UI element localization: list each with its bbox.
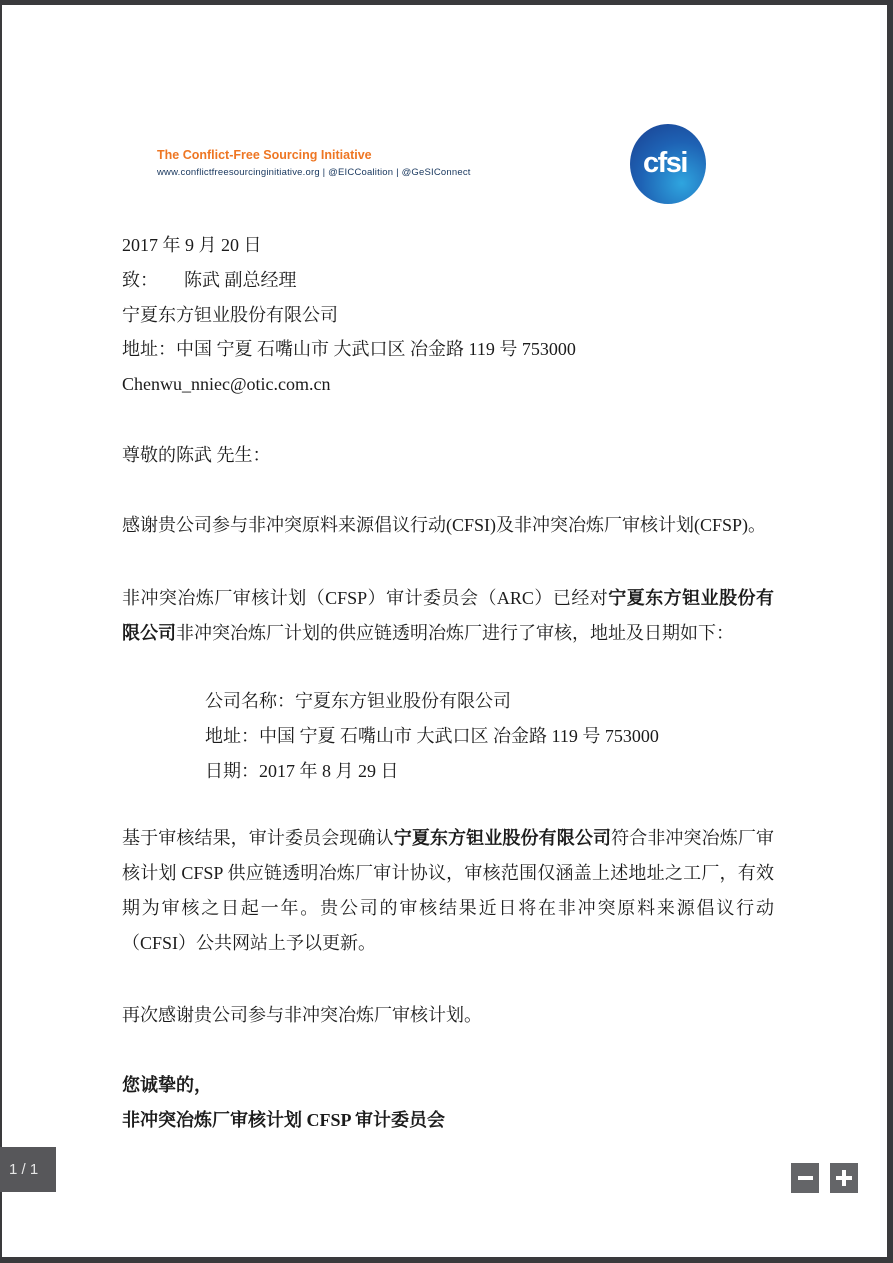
result-post: 符合非冲突冶炼厂审核计划 CFSP 供应链透明冶炼厂审计协议，审核范围仅涵盖上述地址之工厂，有效期为审核之日起一年。贵公司的审核结果近日将在非冲突原料来源倡议行动（CFSI）公共网站上予以更新。 (122, 828, 775, 953)
org-title: The Conflict-Free Sourcing Initiative (157, 148, 372, 162)
cfsi-logo-text: cfsi (643, 146, 687, 179)
document-page (2, 5, 887, 1257)
detail-date: 日期：2017 年 8 月 29 日 (205, 761, 399, 781)
minus-icon (798, 1176, 813, 1180)
audit-details-block (205, 684, 725, 789)
zoom-in-button[interactable] (830, 1163, 858, 1193)
detail-company: 公司名称：宁夏东方钽业股份有限公司 (205, 691, 511, 711)
to-line (122, 263, 774, 298)
signature-line: 非冲突冶炼厂审核计划 CFSP 审计委员会 (122, 1110, 446, 1130)
salutation: 尊敬的陈武 先生： (122, 445, 271, 465)
email-text: Chenwu_nniec@otic.com.cn (122, 374, 331, 395)
paragraph-thanks: 感谢贵公司参与非冲突原料来源倡议行动(CFSI)及非冲突冶炼厂审核计划(CFSP)。 (122, 515, 767, 535)
address-block (122, 228, 774, 402)
paragraph-thanks-again: 再次感谢贵公司参与非冲突冶炼厂审核计划。 (122, 1005, 482, 1025)
company-address: 地址：中国 宁夏 石嘴山市 大武口区 冶金路 119 号 753000 (122, 339, 576, 360)
closing-line: 您诚挚的， (122, 1075, 212, 1095)
page-indicator: 1 / 1 (0, 1147, 56, 1192)
paragraph-result (122, 821, 774, 961)
audit-post: 非冲突冶炼厂计划的供应链透明冶炼厂进行了审核，地址及日期如下： (176, 623, 734, 643)
company-name: 宁夏东方钽业股份有限公司 (122, 304, 338, 325)
paragraph-audit (122, 581, 774, 651)
letter-date: 2017 年 9 月 20 日 (122, 235, 262, 255)
audit-company-bold: 宁夏东方钽业股份有限公司 (122, 588, 775, 643)
cfsi-logo-icon (630, 124, 706, 204)
detail-address: 地址：中国 宁夏 石嘴山市 大武口区 冶金路 119 号 753000 (205, 726, 659, 746)
audit-pre: 非冲突冶炼厂审核计划（CFSP）审计委员会（ARC）已经对 (122, 588, 609, 608)
result-company-bold: 宁夏东方钽业股份有限公司 (393, 828, 612, 848)
result-pre: 基于审核结果，审计委员会现确认 (122, 828, 394, 848)
recipient-name: 陈武 副总经理 (184, 269, 297, 290)
org-links: www.conflictfreesourcinginitiative.org | @EICCoalition | @GeSIConnect (157, 167, 471, 178)
zoom-out-button[interactable] (791, 1163, 819, 1193)
to-label: 致： (122, 269, 158, 290)
closing-block (122, 1068, 774, 1138)
plus-icon (836, 1170, 852, 1186)
